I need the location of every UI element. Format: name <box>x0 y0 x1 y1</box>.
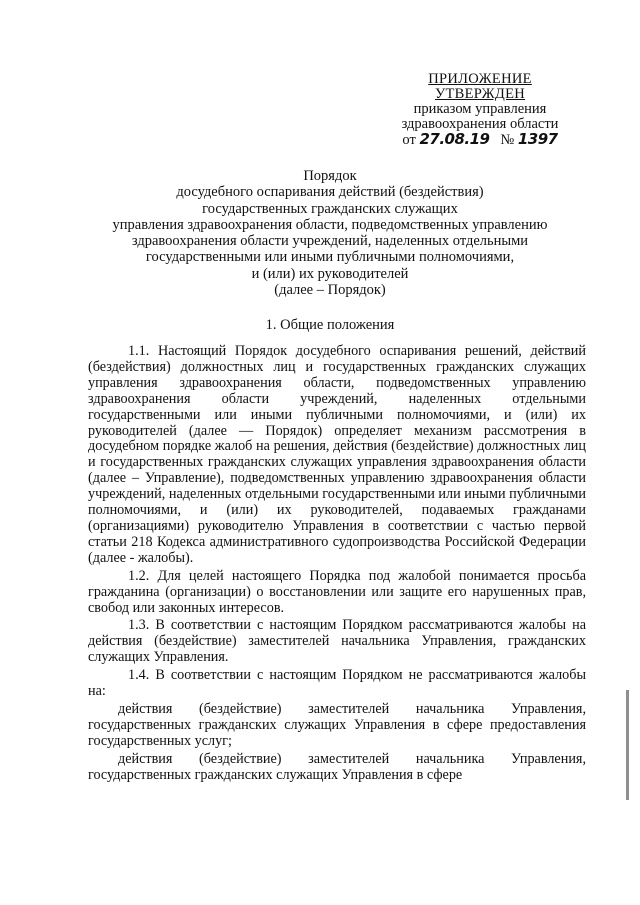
approval-date-number <box>380 132 580 148</box>
paragraph-1-3: 1.3. В соответствии с настоящим Порядком рассматриваются жалобы на действия (бездействие) заместителей начальника Управления, гражданских служащих Управления. <box>88 617 586 666</box>
approval-status: УТВЕРЖДЕН <box>434 86 526 102</box>
date-prefix: от <box>402 132 416 148</box>
handwritten-number: 1397 <box>517 130 558 148</box>
document-body <box>88 344 586 783</box>
title-line: здравоохранения области учреждений, наделенных отдельными <box>131 233 529 250</box>
scan-artifact <box>626 690 629 800</box>
approval-order-line: приказом управления <box>413 101 547 117</box>
list-item: действия (бездействие) заместителей начальника Управления, государственных гражданских служащих Управления в сфере <box>88 750 586 783</box>
title-line: досудебного оспаривания действий (бездействия) <box>176 184 484 201</box>
list-item: действия (бездействие) заместителей начальника Управления, государственных гражданских служащих Управления в сфере предоставления государственных услуг; <box>88 700 586 749</box>
paragraph-1-1: 1.1. Настоящий Порядок досудебного оспаривания решений, действий (бездействия) должностных лиц и государственных гражданских служащих управления здравоохранения области, подведомственных управлению здравоохранения области учреждений, наделенных отдельными государственными или иными публичными полномочиями, и (или) их руководителей (далее — Порядок) определяет механизм рассмотрения в досудебном порядке жалоб на решения, действия (бездействие) должностных лиц и государственных гражданских служащих управления здравоохранения области (далее – Управление), подведомственных управлению здравоохранения области учреждений, наделенных отдельными государственными или иными публичными полномочиями, и (или) их руководителей, подаваемых гражданами (организациями) руководителю Управления в соответствии с частью первой статьи 218 Кодекса административного судопроизводства Российской Федерации (далее - жалобы). <box>88 343 586 566</box>
approval-header: ПРИЛОЖЕНИЕ <box>428 71 532 87</box>
number-prefix: № <box>500 132 515 148</box>
paragraph-1-2: 1.2. Для целей настоящего Порядка под жалобой понимается просьба гражданина (организации) о восстановлении или защите его нарушенных прав, свобод или законных интересов. <box>88 567 586 616</box>
paragraph-1-4: 1.4. В соответствии с настоящим Порядком не рассматриваются жалобы на: <box>88 667 586 700</box>
title-line: государственными или иными публичными полномочиями, <box>145 249 515 266</box>
title-line: управления здравоохранения области, подведомственных управлению <box>112 216 548 233</box>
approval-block <box>380 72 580 148</box>
title-line: Порядок <box>303 168 357 184</box>
document-title <box>80 168 580 298</box>
approval-department-line: здравоохранения области <box>401 116 559 132</box>
section-heading: 1. Общие положения <box>265 317 395 333</box>
title-line: (далее – Порядок) <box>274 282 386 299</box>
title-line: и (или) их руководителей <box>251 265 409 282</box>
handwritten-date: 27.08.19 <box>419 130 490 148</box>
title-line: государственных гражданских служащих <box>202 200 458 217</box>
